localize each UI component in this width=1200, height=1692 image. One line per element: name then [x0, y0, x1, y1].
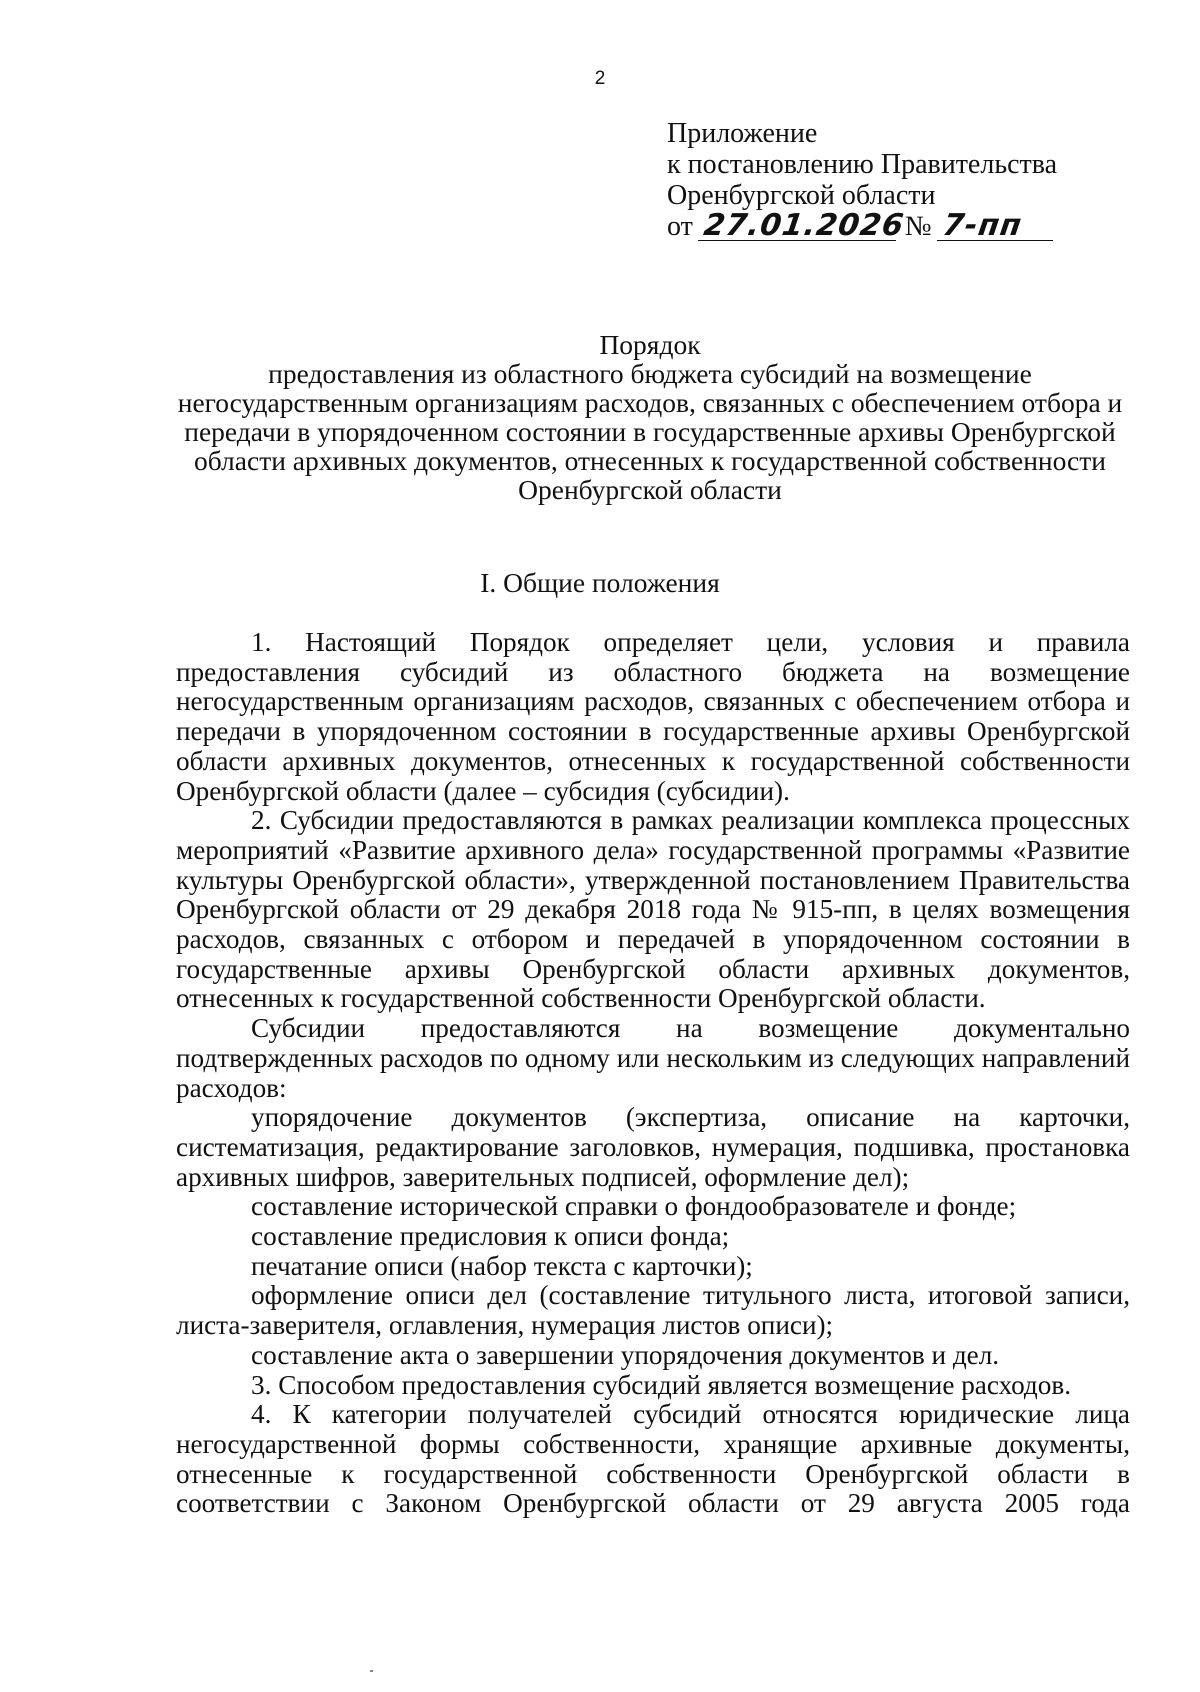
paragraph-4: 4. К категории получателей субсидий относятся юридические лица негосударственной формы собственности, хранящие архивные документы, отнесенные к государственной собственности Оренбургской области в соответствии с Законом Оренбургской области от 29 августа 2005 года — [176, 1399, 1130, 1519]
paragraph-3: 3. Способом предоставления субсидий является возмещение расходов. — [251, 1369, 1071, 1400]
title-heading: Порядок — [599, 329, 701, 360]
number-label: № — [904, 211, 932, 242]
appendix-resolution-ref: к постановлению Правительства — [667, 149, 1058, 180]
section-heading: I. Общие положения — [480, 567, 720, 598]
list-item-preface: составление предисловия к описи фонда; — [251, 1221, 730, 1252]
title-subtitle: предоставления из областного бюджета субсидий на возмещение негосударственным организациям расходов, связанных с обеспечением отбора и передачи в упорядоченном состоянии в государственные архивы Оренбургской области архивных документов, отнесенных к государственной собственности Оренбургской области — [177, 358, 1123, 505]
paragraph-subsidies-purpose: Субсидии предоставляются на возмещение документально подтвержденных расходов по одному или нескольким из следующих направлений расходов: — [176, 1013, 1130, 1103]
paragraph-2: 2. Субсидии предоставляются в рамках реализации комплекса процессных мероприятий «Развитие архивного дела» государственной программы «Развитие культуры Оренбургской области», утвержденной постановлением Правительства Оренбургской области от 29 декабря 2018 года № 915-пп, в целях возмещения расходов, связанных с отбором и передачей в упорядоченном состоянии в государственные архивы Оренбургской области архивных документов, отнесенных к государственной собственности Оренбургской области. — [176, 805, 1130, 1014]
handwritten-date: 27.01.2026 — [698, 212, 900, 241]
list-item-printing: печатание описи (набор текста с карточки); — [251, 1250, 753, 1281]
handwritten-number: 7-пп — [937, 212, 1057, 241]
scan-artifact — [370, 1670, 373, 1672]
appendix-title: Приложение — [667, 118, 818, 149]
paragraph-1: 1. Настоящий Порядок определяет цели, условия и правила предоставления субсидий из областного бюджета на возмещение негосударственным организациям расходов, связанных с обеспечением отбора и передачи в упорядоченном состоянии в государственные архивы Оренбургской области архивных документов, отнесенных к государственной собственности Оренбургской области (далее – субсидия (субсидии). — [176, 627, 1130, 806]
page-number: 2 — [594, 68, 606, 89]
appendix-block — [667, 118, 1057, 242]
list-item-history-note: составление исторической справки о фондообразователе и фонде; — [251, 1191, 1017, 1222]
appendix-region: Оренбургской области — [667, 180, 936, 211]
list-item-inventory-design: оформление описи дел (составление титульного листа, итоговой записи, листа-заверителя, оглавления, нумерация листов описи); — [176, 1280, 1130, 1341]
list-item-completion-act: составление акта о завершении упорядочения документов и дел. — [251, 1339, 1000, 1370]
document-body — [176, 628, 1130, 1519]
appendix-date-number-row — [667, 208, 1057, 243]
from-label: от — [667, 211, 693, 242]
list-item-ordering: упорядочение документов (экспертиза, описание на карточки, систематизация, редактирование заголовков, нумерация, подшивка, простановка архивных шифров, заверительных подписей, оформление дел); — [176, 1102, 1130, 1192]
document-title — [170, 330, 1130, 504]
